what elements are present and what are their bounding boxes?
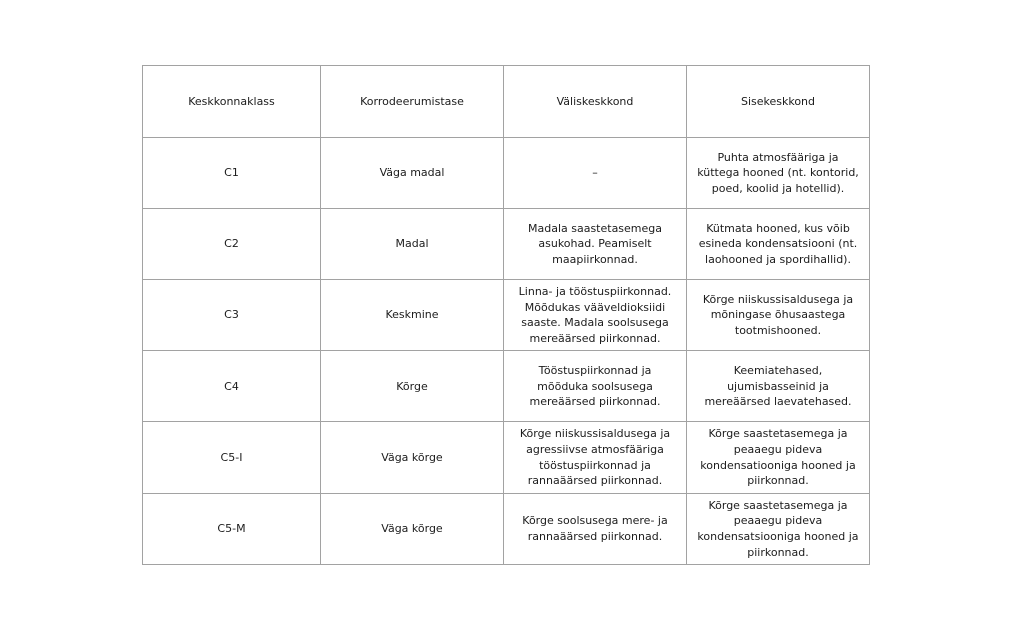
cell-keskkonnaklass: C1 [143, 138, 321, 209]
cell-valiskeskkond: Linna- ja tööstuspiirkonnad. Mõõdukas vääveldioksiidi saaste. Madala soolsusega mereäärsed piirkonnad. [504, 280, 687, 351]
table-row-c5m [143, 493, 870, 564]
cell-sisekeskkond: Kõrge saastetasemega ja peaaegu pideva kondensatiooniga hooned ja piirkonnad. [687, 422, 870, 493]
cell-sisekeskkond: Puhta atmosfääriga ja küttega hooned (nt. kontorid, poed, koolid ja hotellid). [687, 138, 870, 209]
cell-korrodeerumistase: Väga madal [321, 138, 504, 209]
column-header-keskkonnaklass: Keskkonnaklass [143, 66, 321, 138]
cell-keskkonnaklass: C2 [143, 209, 321, 280]
table-body [143, 138, 870, 565]
cell-korrodeerumistase: Madal [321, 209, 504, 280]
table-header [143, 66, 870, 138]
cell-valiskeskkond: Madala saastetasemega asukohad. Peamiselt maapiirkonnad. [504, 209, 687, 280]
cell-korrodeerumistase: Väga kõrge [321, 422, 504, 493]
cell-valiskeskkond: Kõrge soolsusega mere- ja rannaäärsed piirkonnad. [504, 493, 687, 564]
header-row [143, 66, 870, 138]
cell-sisekeskkond: Kõrge niiskussisaldusega ja mõningase õhusaastega tootmishooned. [687, 280, 870, 351]
cell-sisekeskkond: Keemiatehased, ujumisbasseinid ja mereäärsed laevatehased. [687, 351, 870, 422]
cell-korrodeerumistase: Kõrge [321, 351, 504, 422]
corrosion-class-table [142, 65, 870, 565]
cell-korrodeerumistase: Keskmine [321, 280, 504, 351]
cell-keskkonnaklass: C5-I [143, 422, 321, 493]
cell-valiskeskkond: – [504, 138, 687, 209]
table-row-c5i [143, 422, 870, 493]
cell-valiskeskkond: Tööstuspiirkonnad ja mõõduka soolsusega mereäärsed piirkonnad. [504, 351, 687, 422]
cell-keskkonnaklass: C5-M [143, 493, 321, 564]
cell-korrodeerumistase: Väga kõrge [321, 493, 504, 564]
table-row-c4 [143, 351, 870, 422]
cell-sisekeskkond: Kõrge saastetasemega ja peaaegu pideva kondensatsiooniga hooned ja piirkonnad. [687, 493, 870, 564]
table-row-c3 [143, 280, 870, 351]
column-header-sisekeskkond: Sisekeskkond [687, 66, 870, 138]
table-container [142, 65, 870, 565]
table-row-c2 [143, 209, 870, 280]
cell-keskkonnaklass: C3 [143, 280, 321, 351]
cell-keskkonnaklass: C4 [143, 351, 321, 422]
table-row-c1 [143, 138, 870, 209]
cell-valiskeskkond: Kõrge niiskussisaldusega ja agressiivse atmosfääriga tööstuspiirkonnad ja rannaäärsed piirkonnad. [504, 422, 687, 493]
column-header-korrodeerumistase: Korrodeerumistase [321, 66, 504, 138]
cell-sisekeskkond: Kütmata hooned, kus võib esineda kondensatsiooni (nt. laohooned ja spordihallid). [687, 209, 870, 280]
column-header-valiskeskkond: Väliskeskkond [504, 66, 687, 138]
